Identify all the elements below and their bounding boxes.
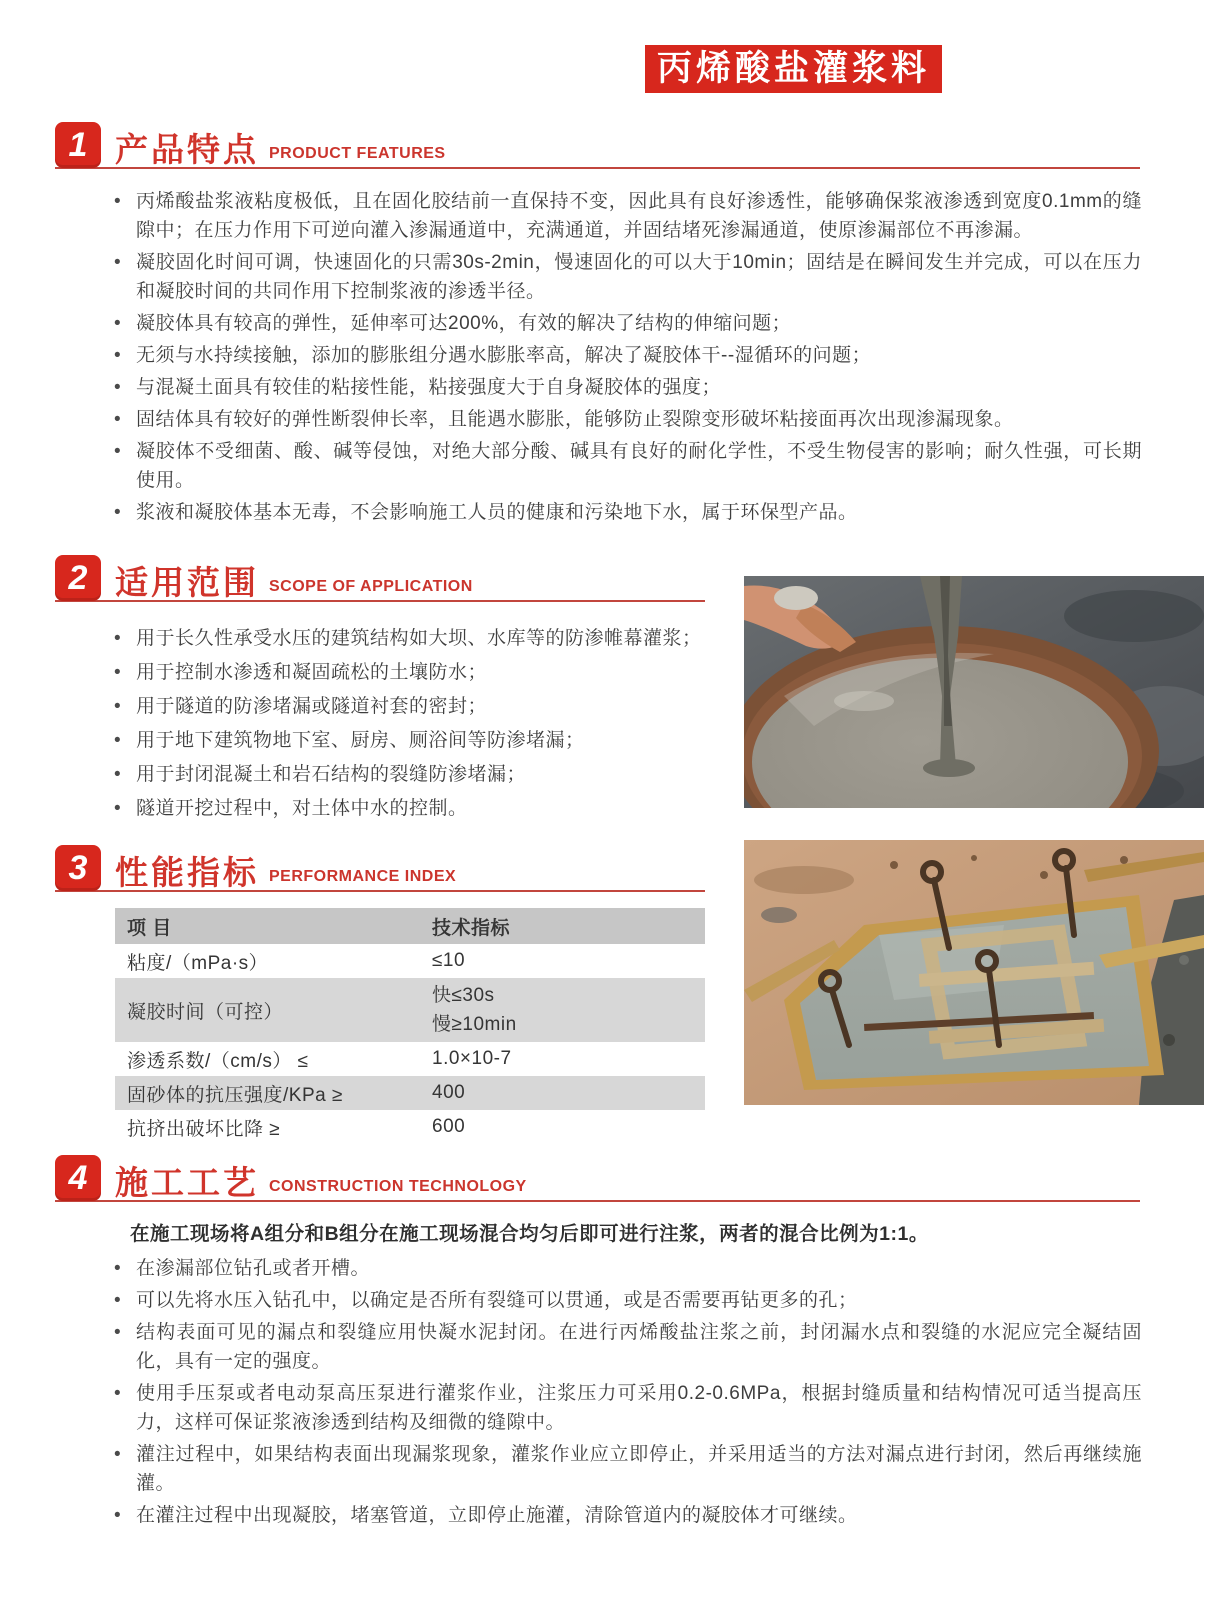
table-cell-value: 1.0×10-7 [432, 1048, 512, 1069]
table-cell-item: 渗透系数/（cm/s） ≤ [127, 1050, 309, 1072]
section3-number-badge: 3 [55, 845, 101, 891]
section1-title: 产品特点 [115, 131, 259, 168]
section2-title: 适用范围 [115, 564, 259, 601]
step-text: 使用手压泵或者电动泵高压泵进行灌浆作业，注浆压力可采用0.2-0.6MPa，根据封缝质量和结构情况可适当提高压力，这样可保证浆液渗透到结构及细微的缝隙中。 [136, 1383, 1142, 1433]
application-item [112, 692, 760, 721]
table-cell-item: 凝胶时间（可控） [115, 978, 420, 1042]
table-header-value: 技术指标 [420, 908, 705, 944]
step-text: 在渗漏部位钻孔或者开槽。 [136, 1258, 371, 1279]
table-cell-item: 固砂体的抗压强度/KPa ≥ [115, 1076, 420, 1110]
section3-header [55, 845, 705, 892]
application-text: 用于长久性承受水压的建筑结构如大坝、水库等的防渗帷幕灌浆； [136, 628, 702, 649]
product-features-list [55, 187, 1142, 527]
table-cell-value: 400 [420, 1076, 705, 1110]
step-text: 在灌注过程中出现凝胶，堵塞管道，立即停止施灌，清除管道内的凝胶体才可继续。 [136, 1505, 858, 1526]
application-item [112, 760, 760, 789]
feature-item [112, 248, 1142, 306]
application-item [112, 794, 760, 823]
section1-subtitle: PRODUCT FEATURES [269, 145, 446, 162]
feature-item [112, 405, 1142, 434]
construction-step [112, 1440, 1142, 1498]
formwork-illustration [744, 840, 1204, 1105]
section2-number-badge: 2 [55, 555, 101, 601]
concrete-formwork-photo [744, 840, 1204, 1105]
feature-text: 固结体具有较好的弹性断裂伸长率，且能遇水膨胀，能够防止裂隙变形破坏粘接面再次出现渗漏现象。 [136, 409, 1014, 430]
feature-item [112, 341, 1142, 370]
application-text: 用于地下建筑物地下室、厨房、厕浴间等防渗堵漏； [136, 730, 585, 751]
section4-subtitle: CONSTRUCTION TECHNOLOGY [269, 1178, 527, 1195]
construction-step [112, 1379, 1142, 1437]
section2-subtitle: SCOPE OF APPLICATION [269, 578, 473, 595]
feature-text: 浆液和凝胶体基本无毒，不会影响施工人员的健康和污染地下水，属于环保型产品。 [136, 502, 858, 523]
section2-header [55, 555, 705, 602]
section4-title: 施工工艺 [115, 1164, 259, 1201]
grout-mixing-illustration [744, 576, 1204, 808]
construction-step [112, 1286, 1142, 1315]
application-item [112, 726, 760, 755]
table-cell-item: 粘度/（mPa·s） [127, 952, 269, 974]
feature-text: 与混凝土面具有较佳的粘接性能，粘接强度大于自身凝胶体的强度； [136, 377, 722, 398]
feature-item [112, 498, 1142, 527]
feature-item [112, 437, 1142, 495]
feature-text: 凝胶体不受细菌、酸、碱等侵蚀，对绝大部分酸、碱具有良好的耐化学性，不受生物侵害的影响；耐久性强，可长期使用。 [136, 441, 1142, 491]
table-row [115, 1076, 705, 1110]
application-item [112, 624, 760, 653]
section3-title: 性能指标 [115, 854, 259, 891]
table-row [115, 1042, 705, 1076]
performance-table [115, 908, 705, 1144]
table-row [115, 944, 705, 978]
application-text: 用于封闭混凝土和岩石结构的裂缝防渗堵漏； [136, 764, 527, 785]
application-item [112, 658, 760, 687]
construction-step [112, 1318, 1142, 1376]
feature-text: 凝胶固化时间可调，快速固化的只需30s-2min，慢速固化的可以大于10min；固结是在瞬间发生并完成，可以在压力和凝胶时间的共同作用下控制浆液的渗透半径。 [136, 252, 1142, 302]
table-cell-value: 600 [432, 1116, 466, 1137]
feature-item [112, 187, 1142, 245]
construction-steps-list [55, 1254, 1142, 1530]
section-product-features [55, 122, 1142, 530]
step-text: 灌注过程中，如果结构表面出现漏浆现象，灌浆作业应立即停止，并采用适当的方法对漏点进行封闭，然后再继续施灌。 [136, 1444, 1142, 1494]
application-text: 用于隧道的防渗堵漏或隧道衬套的密封； [136, 696, 488, 717]
product-title-badge: 丙烯酸盐灌浆料 [645, 45, 942, 93]
section4-header [55, 1155, 1140, 1202]
table-row [115, 978, 705, 1042]
table-header-item: 项 目 [115, 908, 420, 944]
value-line-fast: 快≤30s [432, 985, 495, 1006]
table-cell-value [420, 978, 705, 1042]
section-performance-index [55, 845, 705, 1144]
feature-item [112, 373, 1142, 402]
feature-text: 无须与水持续接触，添加的膨胀组分遇水膨胀率高，解决了凝胶体干--湿循环的问题； [136, 345, 872, 366]
section-scope-of-application [55, 555, 760, 828]
table-row [115, 1110, 705, 1144]
step-text: 可以先将水压入钻孔中，以确定是否所有裂缝可以贯通，或是否需要再钻更多的孔； [136, 1290, 858, 1311]
application-text: 隧道开挖过程中，对土体中水的控制。 [136, 798, 468, 819]
feature-text: 凝胶体具有较高的弹性，延伸率可达200%，有效的解决了结构的伸缩问题； [136, 313, 792, 334]
table-cell-item: 抗挤出破坏比降 ≥ [127, 1118, 281, 1140]
value-line-slow: 慢≥10min [432, 1014, 517, 1035]
section-construction-technology [55, 1155, 1142, 1533]
section4-number-badge: 4 [55, 1155, 101, 1201]
feature-text: 丙烯酸盐浆液粘度极低，且在固化胶结前一直保持不变，因此具有良好渗透性，能够确保浆液渗透到宽度0.1mm的缝隙中；在压力作用下可逆向灌入渗漏通道中，充满通道，并固结堵死渗漏通道，使原渗漏部位不再渗漏。 [136, 191, 1142, 241]
application-text: 用于控制水渗透和凝固疏松的土壤防水； [136, 662, 488, 683]
mixing-ratio-note: 在施工现场将A组分和B组分在施工现场混合均匀后即可进行注浆，两者的混合比例为1:1。 [130, 1223, 929, 1245]
step-text: 结构表面可见的漏点和裂缝应用快凝水泥封闭。在进行丙烯酸盐注浆之前，封闭漏水点和裂缝的水泥应完全凝结固化，具有一定的强度。 [136, 1322, 1142, 1372]
construction-step [112, 1501, 1142, 1530]
table-cell-value: ≤10 [432, 950, 466, 971]
section1-number-badge: 1 [55, 122, 101, 168]
feature-item [112, 309, 1142, 338]
section3-subtitle: PERFORMANCE INDEX [269, 868, 457, 885]
grout-mixing-photo [744, 576, 1204, 808]
section1-header [55, 122, 1140, 169]
construction-step [112, 1254, 1142, 1283]
application-list [55, 624, 760, 823]
table-header-row [115, 908, 705, 944]
